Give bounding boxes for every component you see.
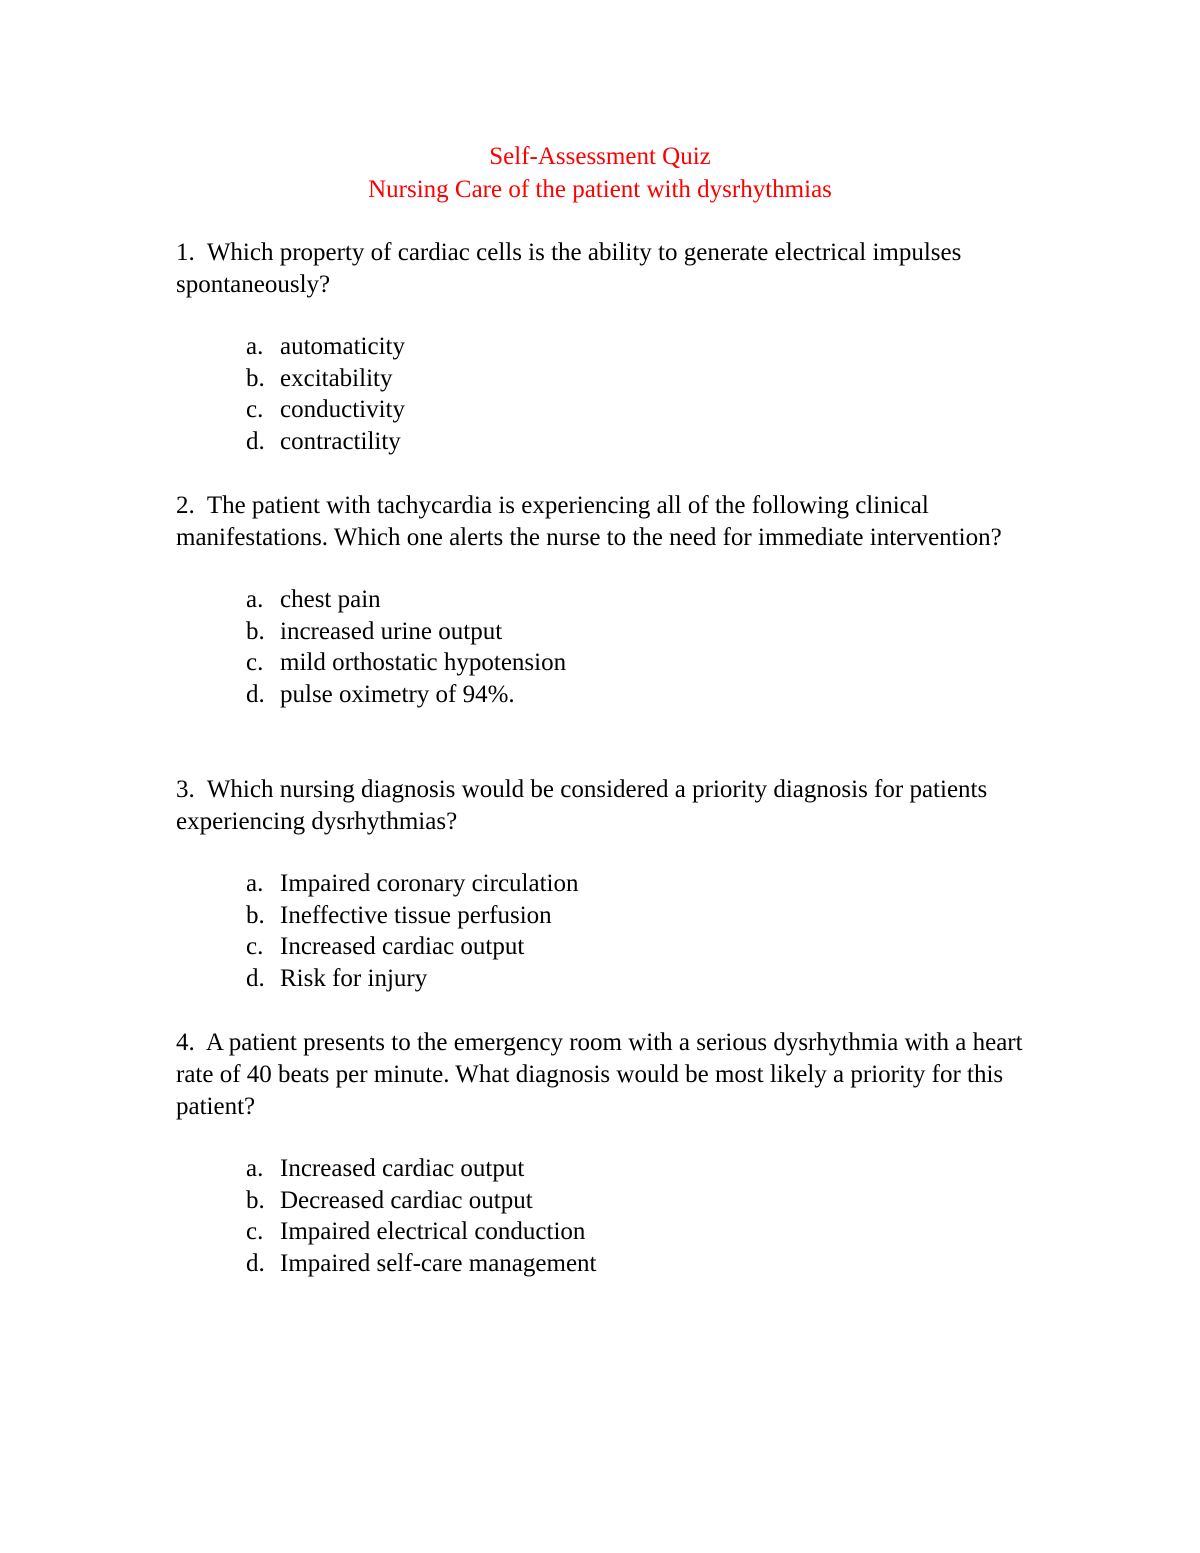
option-text: conductivity [280, 396, 405, 423]
option-text: Increased cardiac output [280, 1155, 525, 1182]
option-letter: c. [246, 649, 264, 676]
question-2 [176, 490, 1036, 710]
question-text [176, 774, 1036, 838]
option-b [176, 363, 1036, 395]
question-1 [176, 237, 1036, 457]
option-a [176, 868, 1036, 900]
option-text: pulse oximetry of 94%. [280, 680, 515, 708]
option-letter: b. [246, 617, 265, 645]
option-c [176, 647, 1036, 679]
question-body: Which property of cardiac cells is the ability to generate electrical impulses spontaneously? [176, 239, 962, 298]
question-number: 1. [176, 239, 195, 266]
question-number: 3. [176, 776, 195, 803]
option-text: increased urine output [280, 617, 503, 645]
option-letter: d. [246, 1249, 265, 1277]
option-letter: a. [246, 1155, 264, 1182]
option-letter: b. [246, 1186, 265, 1214]
option-letter: d. [246, 680, 265, 708]
option-c [176, 931, 1036, 963]
option-text: Ineffective tissue perfusion [280, 901, 552, 929]
question-3 [176, 774, 1036, 994]
option-text: automaticity [280, 333, 405, 360]
option-text: chest pain [280, 586, 381, 613]
option-letter: c. [246, 1218, 264, 1245]
option-c [176, 394, 1036, 426]
title-block [0, 140, 1200, 206]
option-letter: b. [246, 901, 265, 929]
option-list [176, 1153, 1036, 1279]
option-list [176, 868, 1036, 994]
option-text: mild orthostatic hypotension [280, 649, 567, 676]
document-title: Self-Assessment Quiz [489, 143, 711, 170]
option-a [176, 1153, 1036, 1185]
question-text [176, 1027, 1036, 1123]
question-body: A patient presents to the emergency room with a serious dysrhythmia with a heart rate of 40 beats per minute. What diagnosis would be most likely a priority for this patient? [176, 1029, 1023, 1120]
option-letter: d. [246, 427, 265, 455]
option-text: Decreased cardiac output [280, 1186, 533, 1214]
option-c [176, 1216, 1036, 1248]
question-text [176, 490, 1036, 554]
option-b [176, 1185, 1036, 1217]
option-text: Impaired electrical conduction [280, 1218, 586, 1245]
option-text: Increased cardiac output [280, 933, 525, 960]
question-number: 2. [176, 492, 195, 519]
option-text: Risk for injury [280, 964, 428, 992]
option-d [176, 1248, 1036, 1280]
question-body: The patient with tachycardia is experiencing all of the following clinical manifestations. Which one alerts the nurse to the need for immediate intervention? [176, 492, 1002, 551]
option-a [176, 331, 1036, 363]
question-body: Which nursing diagnosis would be considered a priority diagnosis for patients experiencing dysrhythmias? [176, 776, 988, 835]
option-text: Impaired coronary circulation [280, 870, 579, 897]
option-text: contractility [280, 427, 401, 455]
option-text: excitability [280, 364, 393, 392]
option-letter: d. [246, 964, 265, 992]
option-letter: b. [246, 364, 265, 392]
option-letter: c. [246, 396, 264, 423]
option-letter: a. [246, 333, 264, 360]
option-letter: c. [246, 933, 264, 960]
question-number: 4. [176, 1029, 195, 1056]
question-text [176, 237, 1036, 301]
option-d [176, 679, 1036, 711]
option-list [176, 584, 1036, 710]
option-list [176, 331, 1036, 457]
option-letter: a. [246, 870, 264, 897]
option-d [176, 426, 1036, 458]
question-4 [176, 1027, 1036, 1279]
option-a [176, 584, 1036, 616]
option-d [176, 963, 1036, 995]
option-b [176, 900, 1036, 932]
option-b [176, 616, 1036, 648]
option-letter: a. [246, 586, 264, 613]
option-text: Impaired self-care management [280, 1249, 597, 1277]
document-subtitle: Nursing Care of the patient with dysrhythmias [368, 176, 832, 203]
